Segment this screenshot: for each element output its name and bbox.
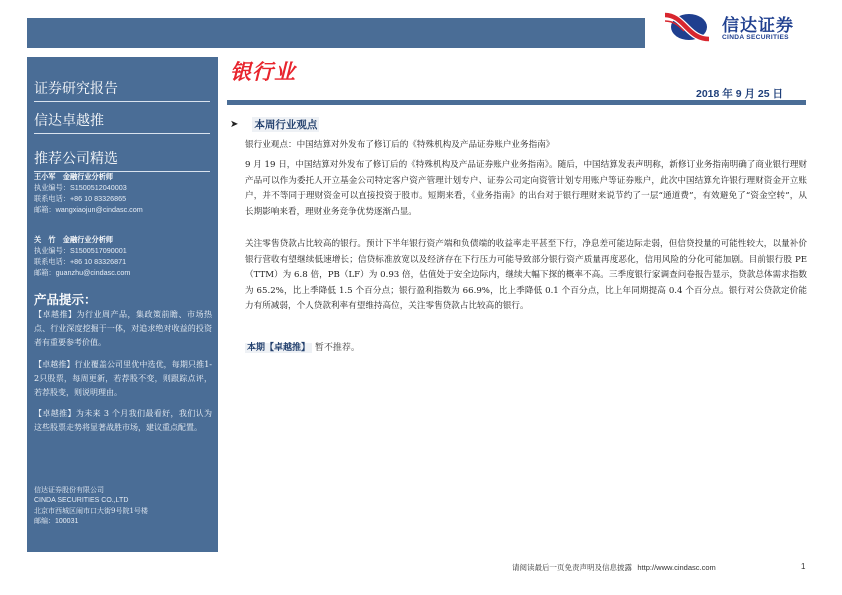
analyst-license: 执业编号：S1500517090001 <box>34 246 127 255</box>
product-tip: 【卓越推】为未来 3 个月我们最看好，我们认为这些股票走势将显著战胜市场，建议重点配置。 <box>34 409 212 432</box>
product-tip: 【卓越推】为行业周产品，集政策前瞻、市场热点、行业深度挖掘于一体，对追求绝对收益的投资者有重要参考价值。 <box>34 310 212 347</box>
paragraph-summary: 银行业观点：中国结算对外发布了修订后的《特殊机构及产品证券账户业务指南》 <box>245 140 555 150</box>
sidebar <box>27 57 218 552</box>
logo-name-cn: 信达证券 <box>722 16 794 36</box>
sidebar-heading-report: 证券研究报告 <box>34 78 210 102</box>
company-postcode: 邮编：100031 <box>34 517 79 525</box>
report-date: 2018 年 9 月 25 日 <box>696 88 783 100</box>
footer-disclaimer: 请阅读最后一页免责声明及信息披露 <box>512 563 632 572</box>
analyst-email[interactable]: 邮箱：wangxiaojun@cindasc.com <box>34 205 143 214</box>
recommendation <box>245 340 360 353</box>
footer-url-link[interactable]: http://www.cindasc.com <box>637 563 716 572</box>
analyst-name: 关 竹 金融行业分析师 <box>34 235 114 244</box>
company-name-en: CINDA SECURITIES CO.,LTD <box>34 496 129 504</box>
recommendation-label: 本期【卓越推】 <box>247 343 311 353</box>
header-bar <box>27 18 645 48</box>
company-address: 北京市西城区闹市口大街9号院1号楼 <box>34 507 148 515</box>
analyst-card <box>34 171 214 215</box>
divider <box>227 100 806 105</box>
section-header <box>230 117 319 132</box>
recommendation-text: 暂不推荐。 <box>314 343 360 353</box>
analyst-name: 王小军 金融行业分析师 <box>34 172 114 181</box>
section-title: 本周行业观点 <box>254 119 318 131</box>
product-tips-title: 产品提示： <box>34 292 97 307</box>
analyst-license: 执业编号：S1500512040003 <box>34 183 127 192</box>
arrow-bullet-icon: ➤ <box>230 119 239 130</box>
footer <box>512 562 716 573</box>
industry-title: 银行业 <box>230 60 296 84</box>
page-number: 1 <box>801 562 806 571</box>
analyst-card <box>34 234 214 278</box>
paragraph-news: 9 月 19 日，中国结算对外发布了修订后的《特殊机构及产品证券账户业务指南》。随后，中国结算发表声明称，新修订业务指南明确了商业银行理财产品可以作为委托人开立基金公司特定客户资产管理计划专户、证券公司定向资管计划专用账户等证券账户，此次中国结算允许银行理财资金开立账户，并不等同于理财资金可以直接投资于股市。短期来看，《业务指南》的出台对于银行理财来说节约了一层“通道费”，有效避免了“资金空转”，从长期影响来看，理财业务竞争优势逐渐凸显。 <box>245 160 807 217</box>
product-tip: 【卓越推】行业覆盖公司里优中选优，每期只推1-2只股票，每周更新，若荐股不变，则跟踪点评，若荐股变，则说明理由。 <box>34 360 212 397</box>
analyst-phone: 联系电话：+86 10 83326871 <box>34 257 127 266</box>
sidebar-heading-recommended: 推荐公司精选 <box>34 148 210 172</box>
analyst-email[interactable]: 邮箱：guanzhu@cindasc.com <box>34 268 131 277</box>
company-info <box>34 485 214 527</box>
cinda-logo-icon <box>665 12 709 42</box>
paragraph-outlook: 关注零售贷款占比较高的银行。预计下半年银行资产端和负债端的收益率走平甚至下行，净息差可能边际走弱，但信贷投量的可能性较大，以量补价银行营收有望继续低速增长；信贷标准放宽以及经济存在下行压力可能导致部分银行资产质量再度恶化，信用风险的分化可能加剧。目前银行股 PE（TTM）为 6.8 倍，PB（LF）为 0.93 倍，估值处于安全边际内，继续大幅下探的概率不高。三季度银行家调查问卷报告显示，贷款总体需求指数为 65.2%，比上季降低 1.5 个百分点；银行盈利指数为 66.9%，比上季降低 0.1 个百分点，比上年同期提高 0.4 个百分点。银行对公贷款定价能力有所减弱，个人贷款利率有望维持高位，关注零售贷款占比较高的银行。 <box>245 239 807 311</box>
company-name-cn: 信达证券股份有限公司 <box>34 486 104 494</box>
cinda-logo <box>665 10 810 46</box>
sidebar-heading-cinda-pick: 信达卓越推 <box>34 110 210 134</box>
analyst-phone: 联系电话：+86 10 83326865 <box>34 194 127 203</box>
logo-name-en: CINDA SECURITIES <box>722 34 789 41</box>
